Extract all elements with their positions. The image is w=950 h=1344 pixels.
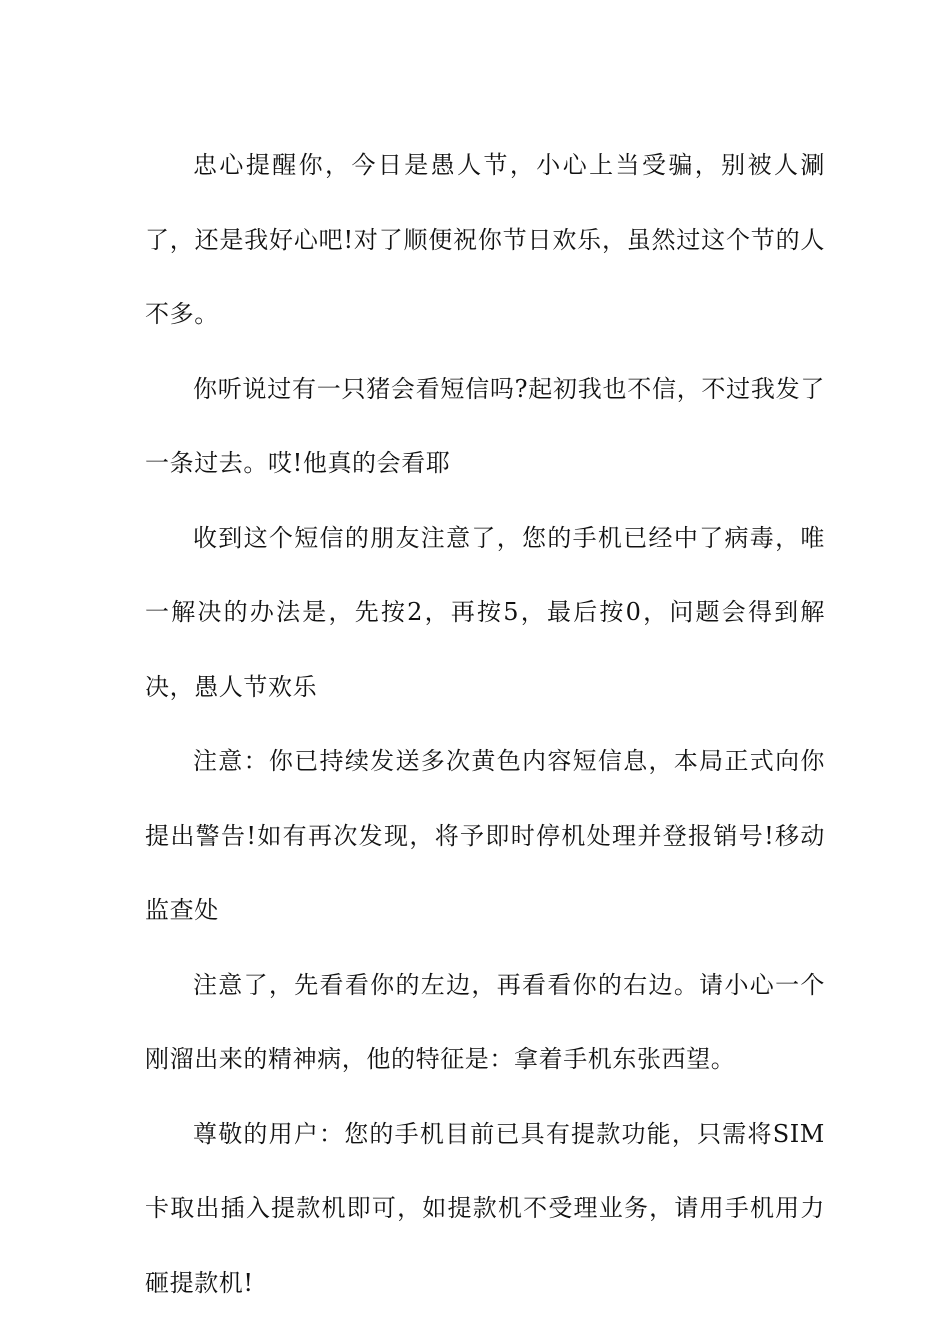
paragraph-5: 注意了，先看看你的左边，再看看你的右边。请小心一个刚溜出来的精神病，他的特征是：拿着手机东张西望。	[145, 970, 825, 1073]
paragraph-4: 注意：你已持续发送多次黄色内容短信息，本局正式向你提出警告!如有再次发现，将予即时停机处理并登报销号!移动监查处	[145, 747, 825, 924]
paragraph-1: 忠心提醒你，今日是愚人节，小心上当受骗，别被人涮了，还是我好心吧!对了顺便祝你节日欢乐，虽然过这个节的人不多。	[145, 151, 825, 328]
paragraph-6: 尊敬的用户：您的手机目前已具有提款功能，只需将SIM卡取出插入提款机即可，如提款机不受理业务，请用手机用力砸提款机!	[145, 1119, 825, 1297]
paragraph-3: 收到这个短信的朋友注意了，您的手机已经中了病毒，唯一解决的办法是，先按2，再按5，最后按0，问题会得到解决，愚人节欢乐	[145, 523, 825, 701]
document-body	[145, 128, 825, 1320]
paragraph-2: 你听说过有一只猪会看短信吗?起初我也不信，不过我发了一条过去。哎!他真的会看耶	[145, 374, 825, 477]
